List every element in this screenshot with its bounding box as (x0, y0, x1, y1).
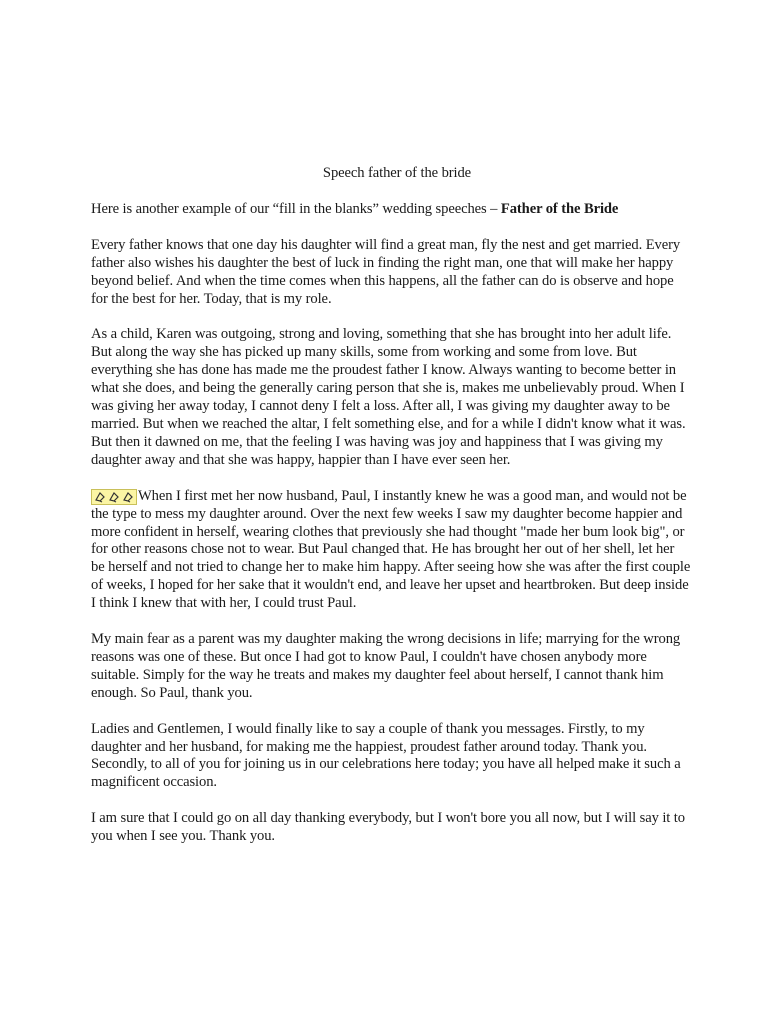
placeholder-glyphs (91, 489, 137, 505)
paragraph-1: Every father knows that one day his daughter will find a great man, fly the nest and get married. Every father also wishes his daughter the best of luck in finding the right man, one that will make her happy beyond belief. And when the time comes when this happens, all the father can do is observe and hope for the best for her. Today, that is my role. (91, 236, 681, 307)
intro-text: Here is another example of our “fill in the blanks” wedding speeches – (91, 200, 501, 217)
document-body (91, 165, 691, 864)
placeholder-glyph-icon (107, 491, 121, 503)
paragraph-3-text: When I first met her now husband, Paul, I instantly knew he was a good man, and would not be the type to mess my daughter around. Over the next few weeks I saw my daughter become happier and more confident in herself, wearing clothes that previously she had thought "made her bum look big", or for other reasons chose not to wear. But Paul changed that. He has brought her out of her shell, let her be herself and not tried to change her to make him happy. After seeing how she was after the first couple of weeks, I hoped for her sake that it wouldn't end, and leave her upset and heartbroken. But deep inside I think I knew that with her, I could trust Paul. (91, 487, 691, 612)
paragraph-6: I am sure that I could go on all day thanking everybody, but I won't bore you all now, but I will say it to you when I see you. Thank you. (91, 810, 685, 845)
intro-paragraph (91, 201, 691, 219)
paragraph-3 (91, 488, 691, 613)
intro-bold-text: Father of the Bride (500, 200, 619, 217)
paragraph-4: My main fear as a parent was my daughter making the wrong decisions in life; marrying for the wrong reasons was one of these. But once I had got to know Paul, I couldn't have chosen anybody more suitable. Simply for the way he treats and makes my daughter feel about herself, I cannot thank him enough. So Paul, thank you. (91, 631, 681, 701)
document-title: Speech father of the bride (322, 165, 472, 181)
placeholder-glyph-icon (121, 491, 135, 503)
paragraph-2: As a child, Karen was outgoing, strong and loving, something that she has brought into her adult life. But along the way she has picked up many skills, some from working and some from love. But everything she has done has made me the proudest father I know. Always wanting to become better in what she does, and being the generally caring person that she is, makes me unbelievably proud. When I was giving her away today, I cannot deny I felt a loss. After all, I was giving my daughter away to be married. But when we reached the altar, I felt something else, and for a while I didn't know what it was. But then it dawned on me, that the feeling I was having was joy and happiness that I was giving my daughter away and that she was happy, happier than I have ever seen her. (91, 326, 686, 468)
placeholder-glyph-icon (93, 491, 107, 503)
paragraph-5: Ladies and Gentlemen, I would finally like to say a couple of thank you messages. Firstly, to my daughter and her husband, for making me the happiest, proudest father around today. Thank you. Secondly, to all of you for joining us in our celebrations here today; you have all helped make it such a magnificent occasion. (91, 720, 681, 791)
